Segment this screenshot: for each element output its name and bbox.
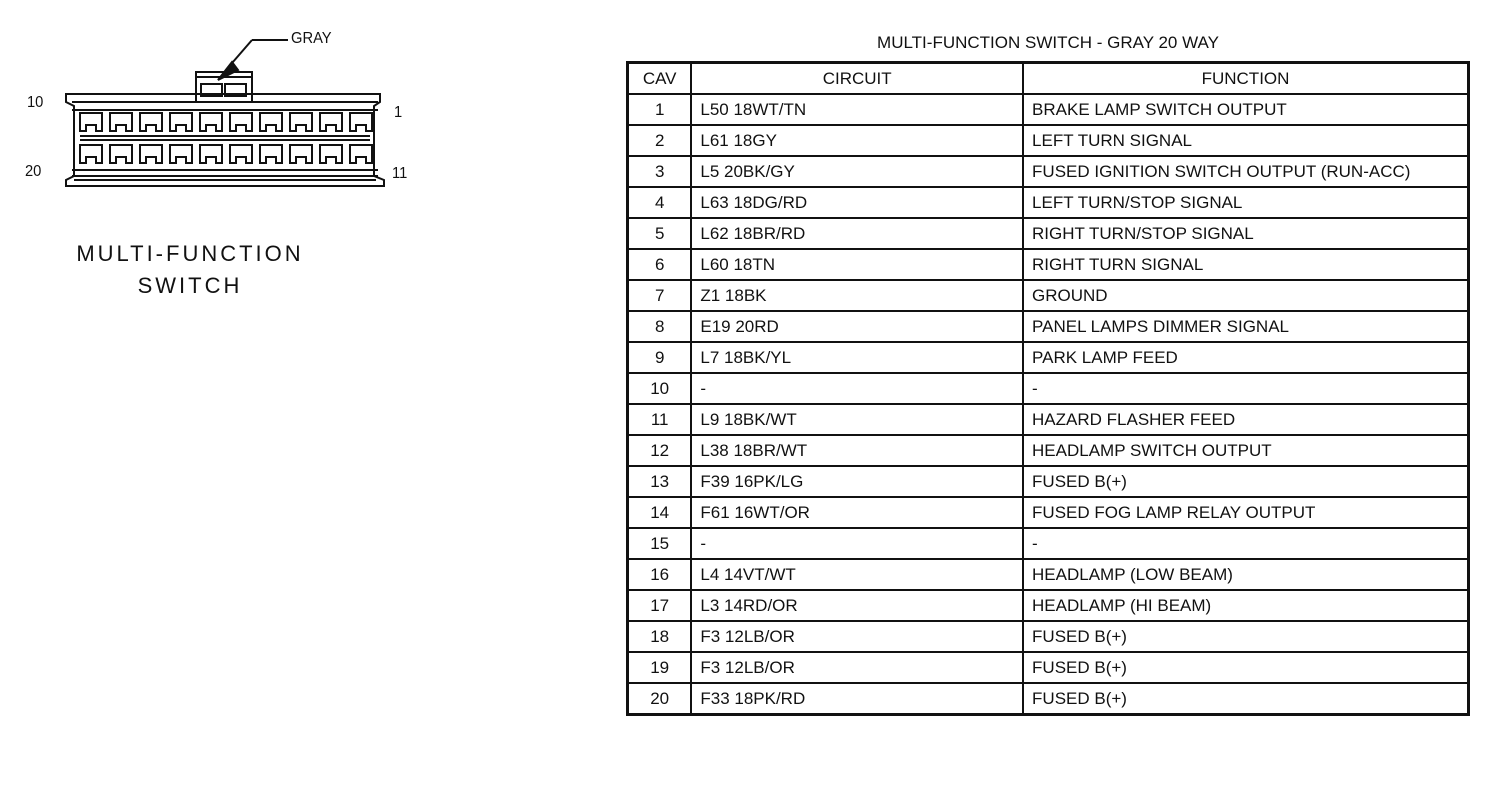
function-cell: HEADLAMP (HI BEAM)	[1023, 590, 1468, 621]
circuit-cell: -	[691, 373, 1023, 404]
pin-label-top-left: 10	[27, 94, 44, 111]
table-row	[628, 404, 1469, 435]
connector-cavity-bottom	[170, 145, 192, 163]
table-row	[628, 559, 1469, 590]
table-row	[628, 621, 1469, 652]
cav-cell: 9	[628, 342, 692, 373]
circuit-cell: F61 16WT/OR	[691, 497, 1023, 528]
cav-cell: 13	[628, 466, 692, 497]
function-cell: LEFT TURN SIGNAL	[1023, 125, 1468, 156]
caption-line-2: SWITCH	[137, 273, 243, 298]
circuit-cell: F33 18PK/RD	[691, 683, 1023, 715]
connector-caption	[70, 238, 310, 302]
circuit-cell: L61 18GY	[691, 125, 1023, 156]
circuit-cell: L4 14VT/WT	[691, 559, 1023, 590]
cav-cell: 5	[628, 218, 692, 249]
circuit-cell: E19 20RD	[691, 311, 1023, 342]
function-cell: GROUND	[1023, 280, 1468, 311]
circuit-cell: L9 18BK/WT	[691, 404, 1023, 435]
connector-cavity-top	[200, 113, 222, 131]
table-row	[628, 435, 1469, 466]
cav-cell: 14	[628, 497, 692, 528]
cav-cell: 2	[628, 125, 692, 156]
table-row	[628, 590, 1469, 621]
pin-label-top-right: 1	[394, 104, 403, 121]
pin-label-bottom-right: 11	[392, 165, 408, 182]
circuit-cell: F39 16PK/LG	[691, 466, 1023, 497]
function-cell: RIGHT TURN/STOP SIGNAL	[1023, 218, 1468, 249]
circuit-cell: Z1 18BK	[691, 280, 1023, 311]
cav-cell: 19	[628, 652, 692, 683]
table-row	[628, 218, 1469, 249]
cav-cell: 1	[628, 94, 692, 125]
function-cell: -	[1023, 528, 1468, 559]
function-cell: FUSED B(+)	[1023, 466, 1468, 497]
cav-cell: 7	[628, 280, 692, 311]
connector-cavity-bottom	[110, 145, 132, 163]
connector-cavity-bottom	[230, 145, 252, 163]
table-row	[628, 528, 1469, 559]
function-cell: -	[1023, 373, 1468, 404]
pin-label-bottom-left: 20	[25, 163, 42, 180]
connector-cavity-top	[170, 113, 192, 131]
cav-cell: 6	[628, 249, 692, 280]
function-cell: FUSED B(+)	[1023, 652, 1468, 683]
connector-cavity-bottom	[260, 145, 282, 163]
connector-cavity-top	[320, 113, 342, 131]
function-cell: HAZARD FLASHER FEED	[1023, 404, 1468, 435]
circuit-cell: F3 12LB/OR	[691, 652, 1023, 683]
connector-cavity-top	[80, 113, 102, 131]
cav-cell: 8	[628, 311, 692, 342]
connector-cavity-bottom	[200, 145, 222, 163]
cav-cell: 16	[628, 559, 692, 590]
function-cell: HEADLAMP (LOW BEAM)	[1023, 559, 1468, 590]
table-header-row	[628, 63, 1469, 95]
table-row	[628, 94, 1469, 125]
connector-cavity-top	[140, 113, 162, 131]
circuit-cell: L63 18DG/RD	[691, 187, 1023, 218]
function-cell: PANEL LAMPS DIMMER SIGNAL	[1023, 311, 1468, 342]
header-cav: CAV	[628, 63, 692, 95]
table-row	[628, 683, 1469, 715]
function-cell: FUSED B(+)	[1023, 621, 1468, 652]
connector-cavity-top	[260, 113, 282, 131]
table-title: MULTI-FUNCTION SWITCH - GRAY 20 WAY	[877, 33, 1219, 52]
circuit-cell: L50 18WT/TN	[691, 94, 1023, 125]
connector-cavity-top	[230, 113, 252, 131]
table-row	[628, 342, 1469, 373]
header-function: FUNCTION	[1023, 63, 1468, 95]
connector-cavity-top	[350, 113, 372, 131]
function-cell: HEADLAMP SWITCH OUTPUT	[1023, 435, 1468, 466]
cav-cell: 10	[628, 373, 692, 404]
table-row	[628, 466, 1469, 497]
table-row	[628, 156, 1469, 187]
table-row	[628, 187, 1469, 218]
circuit-cell: L62 18BR/RD	[691, 218, 1023, 249]
table-row	[628, 497, 1469, 528]
table-row	[628, 125, 1469, 156]
connector-cavity-bottom	[320, 145, 342, 163]
connector-cavity-top	[110, 113, 132, 131]
circuit-cell: L38 18BR/WT	[691, 435, 1023, 466]
cav-cell: 4	[628, 187, 692, 218]
cav-cell: 18	[628, 621, 692, 652]
function-cell: FUSED B(+)	[1023, 683, 1468, 715]
connector-color-label: GRAY	[291, 30, 332, 47]
connector-cavity-top	[290, 113, 312, 131]
table-row	[628, 311, 1469, 342]
function-cell: RIGHT TURN SIGNAL	[1023, 249, 1468, 280]
connector-cavity-bottom	[350, 145, 372, 163]
cav-cell: 11	[628, 404, 692, 435]
function-cell: LEFT TURN/STOP SIGNAL	[1023, 187, 1468, 218]
pinout-table	[626, 61, 1470, 716]
function-cell: BRAKE LAMP SWITCH OUTPUT	[1023, 94, 1468, 125]
circuit-cell: L60 18TN	[691, 249, 1023, 280]
circuit-cell: F3 12LB/OR	[691, 621, 1023, 652]
function-cell: FUSED FOG LAMP RELAY OUTPUT	[1023, 497, 1468, 528]
connector-cavity-bottom	[80, 145, 102, 163]
table-row	[628, 652, 1469, 683]
cav-cell: 17	[628, 590, 692, 621]
circuit-cell: L3 14RD/OR	[691, 590, 1023, 621]
connector-cavity-bottom	[140, 145, 162, 163]
header-circuit: CIRCUIT	[691, 63, 1023, 95]
connector-cavity-bottom	[290, 145, 312, 163]
pinout-table-body	[628, 94, 1469, 715]
table-row	[628, 280, 1469, 311]
function-cell: FUSED IGNITION SWITCH OUTPUT (RUN-ACC)	[1023, 156, 1468, 187]
circuit-cell: -	[691, 528, 1023, 559]
function-cell: PARK LAMP FEED	[1023, 342, 1468, 373]
cav-cell: 15	[628, 528, 692, 559]
caption-line-1: MULTI-FUNCTION	[76, 241, 304, 266]
table-row	[628, 249, 1469, 280]
cav-cell: 3	[628, 156, 692, 187]
table-row	[628, 373, 1469, 404]
circuit-cell: L5 20BK/GY	[691, 156, 1023, 187]
circuit-cell: L7 18BK/YL	[691, 342, 1023, 373]
cav-cell: 20	[628, 683, 692, 715]
cav-cell: 12	[628, 435, 692, 466]
